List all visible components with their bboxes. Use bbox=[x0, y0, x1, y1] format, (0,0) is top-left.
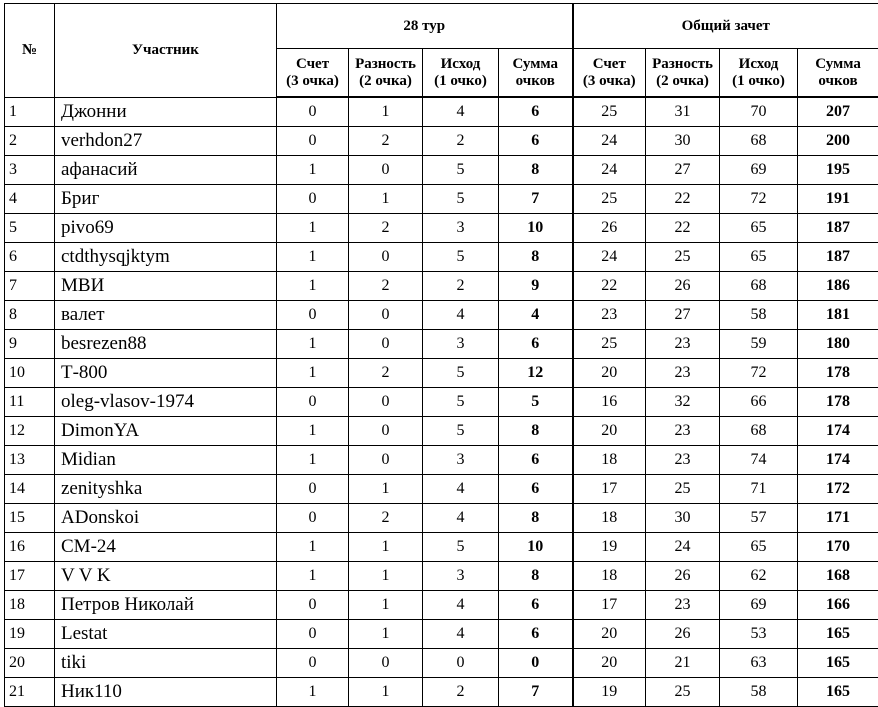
overall-diff: 31 bbox=[646, 97, 720, 127]
overall-outcome: 69 bbox=[720, 156, 798, 185]
overall-outcome: 57 bbox=[720, 504, 798, 533]
row-number: 10 bbox=[5, 359, 55, 388]
overall-outcome: 53 bbox=[720, 620, 798, 649]
overall-outcome: 66 bbox=[720, 388, 798, 417]
overall-diff: 22 bbox=[646, 185, 720, 214]
overall-sum: 187 bbox=[798, 243, 878, 272]
round-outcome: 3 bbox=[423, 214, 499, 243]
table-row bbox=[5, 388, 878, 417]
round-outcome: 3 bbox=[423, 562, 499, 591]
overall-sum: 165 bbox=[798, 620, 878, 649]
participant-name: Джонни bbox=[55, 97, 277, 127]
subheader-overall-sum bbox=[798, 49, 878, 98]
row-number: 11 bbox=[5, 388, 55, 417]
round-outcome: 4 bbox=[423, 620, 499, 649]
header-round: 28 тур bbox=[277, 4, 573, 49]
overall-score: 17 bbox=[573, 475, 646, 504]
round-sum: 6 bbox=[499, 127, 573, 156]
round-sum: 6 bbox=[499, 446, 573, 475]
participant-name: афанасий bbox=[55, 156, 277, 185]
round-score: 0 bbox=[277, 97, 349, 127]
round-sum: 5 bbox=[499, 388, 573, 417]
table-row bbox=[5, 504, 878, 533]
row-number: 6 bbox=[5, 243, 55, 272]
round-score: 1 bbox=[277, 417, 349, 446]
row-number: 12 bbox=[5, 417, 55, 446]
round-diff: 2 bbox=[349, 359, 423, 388]
participant-name: МВИ bbox=[55, 272, 277, 301]
table-row bbox=[5, 620, 878, 649]
overall-score: 19 bbox=[573, 533, 646, 562]
round-outcome: 4 bbox=[423, 301, 499, 330]
overall-sum: 165 bbox=[798, 649, 878, 678]
overall-sum: 187 bbox=[798, 214, 878, 243]
round-outcome: 2 bbox=[423, 678, 499, 707]
subheader-line: Разность bbox=[355, 56, 416, 72]
round-score: 1 bbox=[277, 330, 349, 359]
participant-name: Т-800 bbox=[55, 359, 277, 388]
subheader-overall-score bbox=[573, 49, 646, 98]
round-outcome: 5 bbox=[423, 388, 499, 417]
table-row bbox=[5, 272, 878, 301]
round-diff: 2 bbox=[349, 127, 423, 156]
subheader-line: Сумма bbox=[512, 56, 558, 72]
row-number: 14 bbox=[5, 475, 55, 504]
overall-score: 23 bbox=[573, 301, 646, 330]
overall-diff: 23 bbox=[646, 446, 720, 475]
overall-outcome: 65 bbox=[720, 214, 798, 243]
subheader-line: (1 очко) bbox=[434, 73, 487, 89]
overall-outcome: 69 bbox=[720, 591, 798, 620]
round-score: 1 bbox=[277, 678, 349, 707]
round-score: 0 bbox=[277, 127, 349, 156]
overall-score: 19 bbox=[573, 678, 646, 707]
table-row bbox=[5, 127, 878, 156]
standings-table bbox=[4, 3, 878, 707]
row-number: 21 bbox=[5, 678, 55, 707]
subheader-line: Исход bbox=[441, 56, 481, 72]
participant-name: валет bbox=[55, 301, 277, 330]
round-sum: 8 bbox=[499, 417, 573, 446]
overall-outcome: 72 bbox=[720, 359, 798, 388]
overall-outcome: 74 bbox=[720, 446, 798, 475]
round-diff: 1 bbox=[349, 562, 423, 591]
overall-sum: 180 bbox=[798, 330, 878, 359]
overall-outcome: 68 bbox=[720, 127, 798, 156]
overall-diff: 23 bbox=[646, 417, 720, 446]
round-outcome: 0 bbox=[423, 649, 499, 678]
round-sum: 8 bbox=[499, 504, 573, 533]
subheader-line: Разность bbox=[652, 56, 713, 72]
round-sum: 9 bbox=[499, 272, 573, 301]
overall-outcome: 59 bbox=[720, 330, 798, 359]
round-score: 1 bbox=[277, 156, 349, 185]
overall-diff: 25 bbox=[646, 243, 720, 272]
row-number: 17 bbox=[5, 562, 55, 591]
table-row bbox=[5, 97, 878, 127]
subheader-overall-diff bbox=[646, 49, 720, 98]
subheader-round-outcome bbox=[423, 49, 499, 98]
round-score: 0 bbox=[277, 388, 349, 417]
round-outcome: 4 bbox=[423, 475, 499, 504]
subheader-line: (3 очка) bbox=[286, 73, 339, 89]
overall-diff: 25 bbox=[646, 475, 720, 504]
round-diff: 1 bbox=[349, 97, 423, 127]
round-score: 1 bbox=[277, 446, 349, 475]
overall-outcome: 65 bbox=[720, 533, 798, 562]
overall-sum: 178 bbox=[798, 388, 878, 417]
row-number: 9 bbox=[5, 330, 55, 359]
table-row bbox=[5, 475, 878, 504]
overall-score: 17 bbox=[573, 591, 646, 620]
overall-diff: 30 bbox=[646, 127, 720, 156]
overall-diff: 22 bbox=[646, 214, 720, 243]
overall-score: 25 bbox=[573, 97, 646, 127]
overall-diff: 25 bbox=[646, 678, 720, 707]
round-sum: 6 bbox=[499, 620, 573, 649]
overall-outcome: 68 bbox=[720, 272, 798, 301]
round-sum: 8 bbox=[499, 156, 573, 185]
round-diff: 2 bbox=[349, 272, 423, 301]
table-row bbox=[5, 678, 878, 707]
round-outcome: 4 bbox=[423, 591, 499, 620]
overall-diff: 23 bbox=[646, 359, 720, 388]
overall-outcome: 72 bbox=[720, 185, 798, 214]
round-score: 1 bbox=[277, 272, 349, 301]
row-number: 7 bbox=[5, 272, 55, 301]
round-score: 1 bbox=[277, 243, 349, 272]
overall-sum: 168 bbox=[798, 562, 878, 591]
subheader-line: (2 очка) bbox=[656, 73, 709, 89]
subheader-line: (3 очка) bbox=[583, 73, 636, 89]
overall-sum: 200 bbox=[798, 127, 878, 156]
participant-name: besrezen88 bbox=[55, 330, 277, 359]
round-score: 1 bbox=[277, 214, 349, 243]
round-outcome: 4 bbox=[423, 504, 499, 533]
overall-score: 26 bbox=[573, 214, 646, 243]
round-diff: 1 bbox=[349, 620, 423, 649]
round-outcome: 5 bbox=[423, 359, 499, 388]
table-row bbox=[5, 562, 878, 591]
overall-score: 18 bbox=[573, 562, 646, 591]
overall-sum: 191 bbox=[798, 185, 878, 214]
round-score: 0 bbox=[277, 185, 349, 214]
round-diff: 1 bbox=[349, 533, 423, 562]
participant-name: V V K bbox=[55, 562, 277, 591]
round-outcome: 5 bbox=[423, 533, 499, 562]
row-number: 16 bbox=[5, 533, 55, 562]
table-row bbox=[5, 446, 878, 475]
table-body bbox=[5, 97, 878, 707]
round-score: 1 bbox=[277, 359, 349, 388]
overall-score: 20 bbox=[573, 649, 646, 678]
round-sum: 10 bbox=[499, 214, 573, 243]
overall-diff: 27 bbox=[646, 156, 720, 185]
round-diff: 0 bbox=[349, 156, 423, 185]
round-score: 0 bbox=[277, 620, 349, 649]
round-sum: 7 bbox=[499, 678, 573, 707]
overall-sum: 172 bbox=[798, 475, 878, 504]
overall-outcome: 58 bbox=[720, 301, 798, 330]
overall-outcome: 65 bbox=[720, 243, 798, 272]
overall-sum: 174 bbox=[798, 446, 878, 475]
round-diff: 0 bbox=[349, 330, 423, 359]
overall-score: 18 bbox=[573, 504, 646, 533]
row-number: 20 bbox=[5, 649, 55, 678]
overall-score: 16 bbox=[573, 388, 646, 417]
participant-name: verhdon27 bbox=[55, 127, 277, 156]
overall-diff: 21 bbox=[646, 649, 720, 678]
round-diff: 1 bbox=[349, 591, 423, 620]
overall-score: 20 bbox=[573, 417, 646, 446]
overall-sum: 207 bbox=[798, 97, 878, 127]
participant-name: pivo69 bbox=[55, 214, 277, 243]
overall-outcome: 71 bbox=[720, 475, 798, 504]
round-outcome: 5 bbox=[423, 185, 499, 214]
overall-score: 24 bbox=[573, 127, 646, 156]
round-sum: 7 bbox=[499, 185, 573, 214]
participant-name: Бриг bbox=[55, 185, 277, 214]
subheader-line: (1 очко) bbox=[732, 73, 785, 89]
table-row bbox=[5, 359, 878, 388]
round-diff: 0 bbox=[349, 446, 423, 475]
subheader-line: Исход bbox=[739, 56, 779, 72]
row-number: 13 bbox=[5, 446, 55, 475]
header-num: № bbox=[5, 4, 55, 98]
table-row bbox=[5, 417, 878, 446]
overall-score: 22 bbox=[573, 272, 646, 301]
overall-sum: 174 bbox=[798, 417, 878, 446]
subheader-line: Сумма bbox=[815, 56, 861, 72]
round-outcome: 5 bbox=[423, 156, 499, 185]
round-score: 0 bbox=[277, 591, 349, 620]
row-number: 5 bbox=[5, 214, 55, 243]
participant-name: Midian bbox=[55, 446, 277, 475]
round-outcome: 3 bbox=[423, 330, 499, 359]
round-outcome: 2 bbox=[423, 127, 499, 156]
round-diff: 0 bbox=[349, 417, 423, 446]
subheader-round-sum bbox=[499, 49, 573, 98]
table-row bbox=[5, 533, 878, 562]
overall-score: 20 bbox=[573, 620, 646, 649]
round-score: 1 bbox=[277, 562, 349, 591]
table-row bbox=[5, 649, 878, 678]
round-outcome: 4 bbox=[423, 97, 499, 127]
round-outcome: 5 bbox=[423, 417, 499, 446]
overall-diff: 26 bbox=[646, 562, 720, 591]
overall-outcome: 70 bbox=[720, 97, 798, 127]
round-sum: 6 bbox=[499, 591, 573, 620]
participant-name: tiki bbox=[55, 649, 277, 678]
round-sum: 6 bbox=[499, 97, 573, 127]
overall-outcome: 68 bbox=[720, 417, 798, 446]
row-number: 4 bbox=[5, 185, 55, 214]
subheader-overall-outcome bbox=[720, 49, 798, 98]
round-sum: 6 bbox=[499, 475, 573, 504]
participant-name: СМ-24 bbox=[55, 533, 277, 562]
overall-diff: 23 bbox=[646, 591, 720, 620]
overall-score: 18 bbox=[573, 446, 646, 475]
row-number: 15 bbox=[5, 504, 55, 533]
subheader-round-score bbox=[277, 49, 349, 98]
overall-sum: 170 bbox=[798, 533, 878, 562]
overall-sum: 178 bbox=[798, 359, 878, 388]
round-sum: 4 bbox=[499, 301, 573, 330]
header-overall: Общий зачет bbox=[573, 4, 878, 49]
round-diff: 2 bbox=[349, 504, 423, 533]
subheader-line: очков bbox=[516, 73, 555, 89]
participant-name: zenityshka bbox=[55, 475, 277, 504]
overall-score: 24 bbox=[573, 243, 646, 272]
overall-score: 24 bbox=[573, 156, 646, 185]
overall-score: 25 bbox=[573, 185, 646, 214]
subheader-round-diff bbox=[349, 49, 423, 98]
table-row bbox=[5, 156, 878, 185]
participant-name: Lestat bbox=[55, 620, 277, 649]
round-diff: 0 bbox=[349, 388, 423, 417]
overall-diff: 26 bbox=[646, 272, 720, 301]
round-sum: 8 bbox=[499, 243, 573, 272]
row-number: 8 bbox=[5, 301, 55, 330]
row-number: 1 bbox=[5, 97, 55, 127]
overall-score: 25 bbox=[573, 330, 646, 359]
overall-score: 20 bbox=[573, 359, 646, 388]
round-diff: 1 bbox=[349, 678, 423, 707]
table-row bbox=[5, 214, 878, 243]
table-row bbox=[5, 330, 878, 359]
overall-diff: 30 bbox=[646, 504, 720, 533]
round-outcome: 5 bbox=[423, 243, 499, 272]
participant-name: ctdthysqjktym bbox=[55, 243, 277, 272]
round-sum: 0 bbox=[499, 649, 573, 678]
subheader-line: Счет bbox=[296, 56, 329, 72]
row-number: 3 bbox=[5, 156, 55, 185]
row-number: 19 bbox=[5, 620, 55, 649]
overall-diff: 23 bbox=[646, 330, 720, 359]
overall-sum: 195 bbox=[798, 156, 878, 185]
round-score: 0 bbox=[277, 301, 349, 330]
overall-diff: 32 bbox=[646, 388, 720, 417]
round-score: 0 bbox=[277, 504, 349, 533]
overall-diff: 24 bbox=[646, 533, 720, 562]
overall-sum: 171 bbox=[798, 504, 878, 533]
table-row bbox=[5, 243, 878, 272]
overall-outcome: 63 bbox=[720, 649, 798, 678]
table-row bbox=[5, 185, 878, 214]
round-score: 0 bbox=[277, 649, 349, 678]
round-diff: 1 bbox=[349, 185, 423, 214]
overall-outcome: 62 bbox=[720, 562, 798, 591]
subheader-line: очков bbox=[818, 73, 857, 89]
participant-name: Петров Николай bbox=[55, 591, 277, 620]
participant-name: DimonYA bbox=[55, 417, 277, 446]
round-sum: 10 bbox=[499, 533, 573, 562]
table-row bbox=[5, 301, 878, 330]
table-row bbox=[5, 591, 878, 620]
overall-diff: 26 bbox=[646, 620, 720, 649]
subheader-line: Счет bbox=[593, 56, 626, 72]
subheader-line: (2 очка) bbox=[359, 73, 412, 89]
round-outcome: 2 bbox=[423, 272, 499, 301]
participant-name: Ник110 bbox=[55, 678, 277, 707]
round-sum: 8 bbox=[499, 562, 573, 591]
round-outcome: 3 bbox=[423, 446, 499, 475]
overall-sum: 181 bbox=[798, 301, 878, 330]
row-number: 18 bbox=[5, 591, 55, 620]
header-participant: Участник bbox=[55, 4, 277, 98]
round-diff: 2 bbox=[349, 214, 423, 243]
participant-name: ADonskoi bbox=[55, 504, 277, 533]
round-sum: 12 bbox=[499, 359, 573, 388]
round-sum: 6 bbox=[499, 330, 573, 359]
overall-diff: 27 bbox=[646, 301, 720, 330]
participant-name: oleg-vlasov-1974 bbox=[55, 388, 277, 417]
round-diff: 1 bbox=[349, 475, 423, 504]
round-score: 1 bbox=[277, 533, 349, 562]
overall-sum: 166 bbox=[798, 591, 878, 620]
overall-sum: 186 bbox=[798, 272, 878, 301]
overall-sum: 165 bbox=[798, 678, 878, 707]
row-number: 2 bbox=[5, 127, 55, 156]
overall-outcome: 58 bbox=[720, 678, 798, 707]
round-diff: 0 bbox=[349, 301, 423, 330]
round-diff: 0 bbox=[349, 649, 423, 678]
round-diff: 0 bbox=[349, 243, 423, 272]
round-score: 0 bbox=[277, 475, 349, 504]
